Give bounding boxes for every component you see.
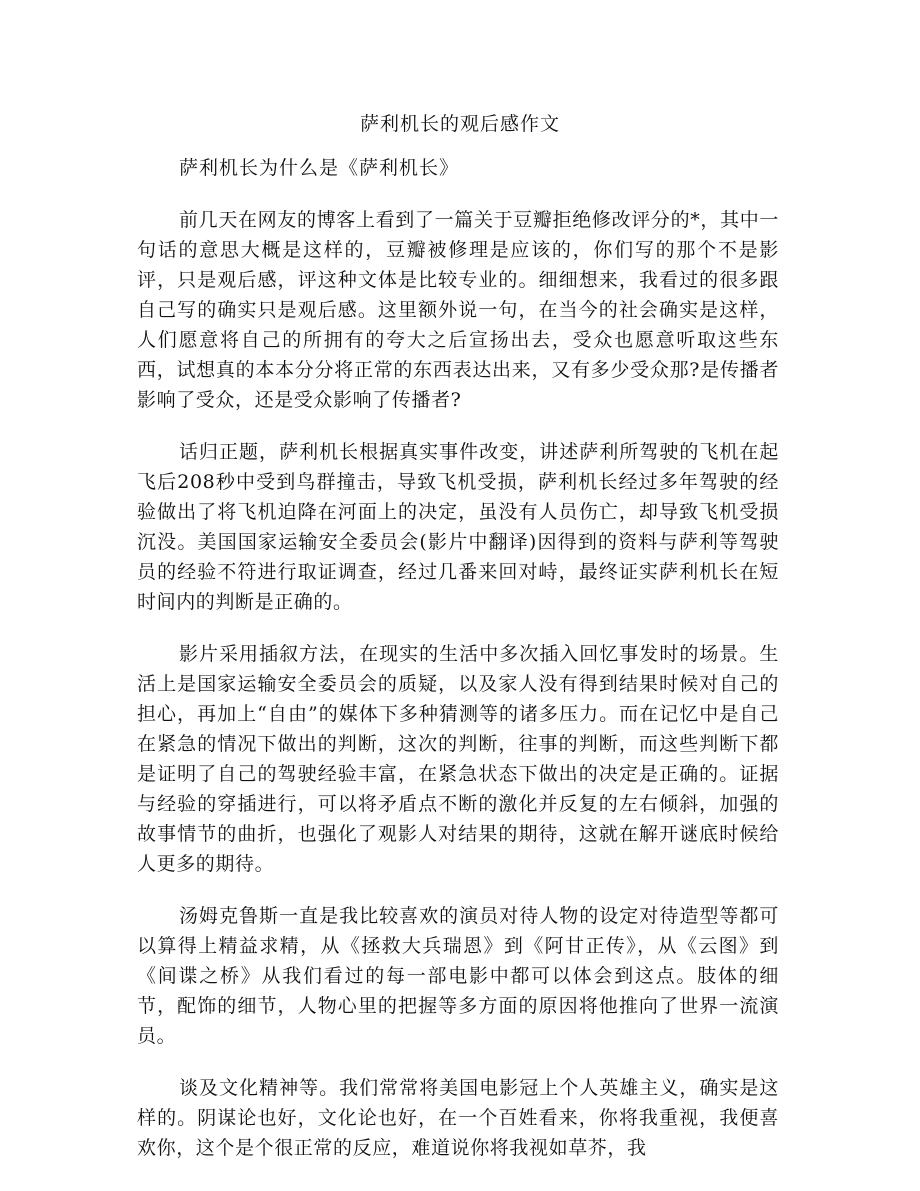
paragraph-3: 影片采用插叙方法，在现实的生活中多次插入回忆事发时的场景。生活上是国家运输安全委员会的质疑，以及家人没有得到结果时候对自己的担心，再加上“自由”的媒体下多种猜测等的诸多压力。而在记忆中是自己在紧急的情况下做出的判断，这次的判断，往事的判断，而这些判断下都是证明了自己的驾驶经验丰富，在紧急状态下做出的决定是正确的。证据与经验的穿插进行，可以将矛盾点不断的激化并反复的左右倾斜，加强的故事情节的曲折，也强化了观影人对结果的期待，这就在解开谜底时候给人更多的期待。: [137, 643, 779, 875]
document-body: [137, 153, 779, 1185]
document-subtitle: 萨利机长为什么是《萨利机长》: [179, 157, 460, 179]
paragraph-5: 谈及文化精神等。我们常常将美国电影冠上个人英雄主义，确实是这样的。阴谋论也好，文化论也好，在一个百姓看来，你将我重视，我便喜欢你，这个是个很正常的反应，难道说你将我视如草芥，我: [137, 1077, 779, 1159]
document-title: 萨利机长的观后感作文: [359, 113, 560, 135]
paragraph-1: 前几天在网友的博客上看到了一篇关于豆瓣拒绝修改评分的*，其中一句话的意思大概是这样的，豆瓣被修理是应该的，你们写的那个不是影评，只是观后感，评这种文体是比较专业的。细细想来，我看过的很多跟自己写的确实只是观后感。这里额外说一句，在当今的社会确实是这样，人们愿意将自己的所拥有的夸大之后宣扬出去，受众也愿意听取这些东西，试想真的本本分分将正常的东西表达出来，又有多少受众那?是传播者影响了受众，还是受众影响了传播者?: [137, 209, 779, 411]
paragraph-2: 话归正题，萨利机长根据真实事件改变，讲述萨利所驾驶的飞机在起飞后208秒中受到鸟群撞击，导致飞机受损，萨利机长经过多年驾驶的经验做出了将飞机迫降在河面上的决定，虽没有人员伤亡，却导致飞机受损沉没。美国国家运输安全委员会(影片中翻译)因得到的资料与萨利等驾驶员的经验不符进行取证调查，经过几番来回对峙，最终证实萨利机长在短时间内的判断是正确的。: [137, 441, 779, 613]
paragraph-4: 汤姆克鲁斯一直是我比较喜欢的演员对待人物的设定对待造型等都可以算得上精益求精，从《拯救大兵瑞恩》到《阿甘正传》，从《云图》到《间谍之桥》从我们看过的每一部电影中都可以体会到这点。肢体的细节，配饰的细节，人物心里的把握等多方面的原因将他推向了世界一流演员。: [137, 905, 779, 1047]
